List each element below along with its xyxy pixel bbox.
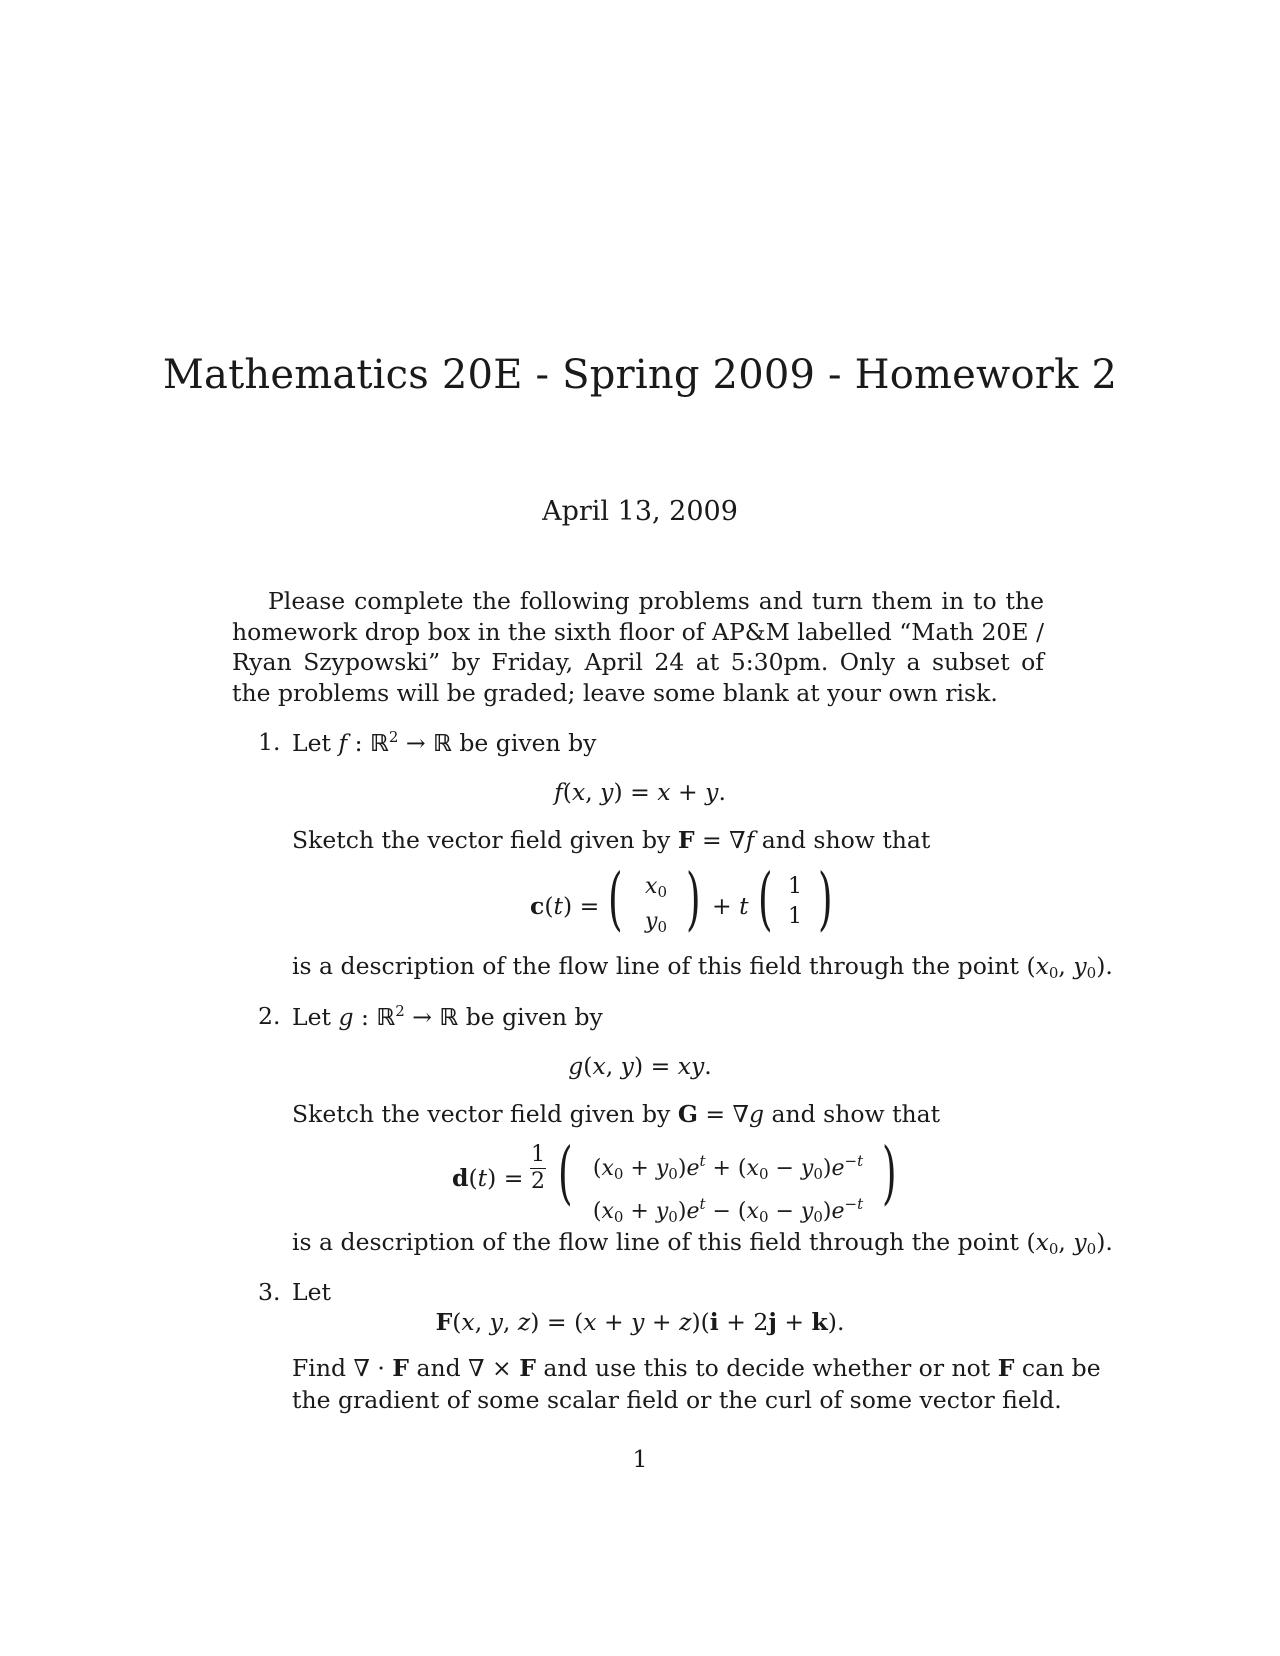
problem-3-field: F(x, y, z) = (x + y + z)(i + 2j + k).	[435, 1308, 845, 1336]
problem-1-function: f(x, y) = x + y.	[554, 778, 726, 806]
problem-1-statement: Let f : ℝ$^2$ → ℝ be given by	[292, 728, 597, 757]
problem-1-lead: be given by	[459, 729, 597, 757]
problem-2-number: 2.	[258, 1002, 281, 1030]
problem-3-lead: Let	[292, 1278, 331, 1306]
problem-1-mid: and show that	[761, 826, 931, 854]
document-title: Mathematics 20E - Spring 2009 - Homework 2	[162, 352, 1118, 398]
problem-1-sketch: Sketch the vector field given by F = ∇f and show that	[292, 826, 931, 854]
problem-2-tail-text: is a description of the flow line of this field through the point	[292, 1228, 1019, 1256]
problem-2-lead: be given by	[465, 1003, 603, 1031]
problem-2-statement: Let g : ℝ$^2$ → ℝ be given by	[292, 1002, 603, 1031]
problem-3-question-line-1: Find ∇ · F and ∇ × F and use this to decide whether or not F can be	[292, 1354, 1101, 1382]
document-page: Mathematics 20E - Spring 2009 - Homework 2 April 13, 2009 Please complete the following problems and turn them in to the homework drop box in the sixth floor of AP&M labelled “Math 20E / Ryan Szypowski” by Friday, April 24 at 5:30pm. Only a subset of the problems will be graded; leave some blank at your own risk. 1. Let f : ℝ$^2$ → ℝ be given by f(x, y) = x + y. Sketch the vector field given by F = ∇f and show that c(t) = ( $x_0$ $y_0$ ) + t ( 1 1 ) is a description of the flow line of this field through the point ($x_0$, $y_0$). 2. Let g : ℝ$^2$ → ℝ be given by g(x, y) = xy. Sketch the vector field given by G = ∇g and show that d(t) = 1 2 ( $(x_0 + y_0)e^t + (x_0 - y_0)e^{-t}$ $(x_0 + y_0)e^t - (x_0 - y_0)e^{-t}$ ) is a description of the flow line of this field through the point ($x_0$, $y_0$). 3. Let F(x, y, z) = (x + y + z)(i + 2j + k). Find ∇ · F and ∇ × F and use this to decide whether or not F can be the gradient of some scalar field or the curl of some vector field. 1	[0, 0, 1280, 1656]
let-word-2: Let	[292, 1003, 331, 1031]
can-be-word: can be	[1021, 1354, 1101, 1382]
problem-3-question-line-2: the gradient of some scalar field or the curl of some vector field.	[292, 1386, 1062, 1414]
intro-paragraph: Please complete the following problems and turn them in to the homework drop box in the sixth floor of AP&M labelled “Math 20E / Ryan Szypowski” by Friday, April 24 at 5:30pm. Only a subset of the problems will be graded; leave some blank at your own risk.	[232, 587, 1044, 707]
problem-2-sketch: Sketch the vector field given by G = ∇g and show that	[292, 1100, 941, 1128]
problem-2-tail: is a description of the flow line of this field through the point ($x_0$, $y_0$).	[292, 1228, 1113, 1258]
problem-3-tail-text: and use this to decide whether or not	[543, 1354, 991, 1382]
sketch-text-1: Sketch the vector field given by	[292, 826, 671, 854]
sketch-text-2: Sketch the vector field given by	[292, 1100, 671, 1128]
problem-1-number: 1.	[258, 728, 281, 756]
find-word: Find	[292, 1354, 346, 1382]
problem-2-mid: and show that	[771, 1100, 941, 1128]
let-word: Let	[292, 729, 331, 757]
problem-3-number: 3.	[258, 1278, 281, 1306]
page-number: 1	[632, 1445, 648, 1473]
problem-1-tail: is a description of the flow line of this field through the point ($x_0$, $y_0$).	[292, 952, 1113, 982]
document-date: April 13, 2009	[542, 496, 738, 527]
problem-1-tail-text: is a description of the flow line of this field through the point	[292, 952, 1019, 980]
problem-2-function: g(x, y) = xy.	[568, 1052, 712, 1080]
and-word: and	[416, 1354, 461, 1382]
